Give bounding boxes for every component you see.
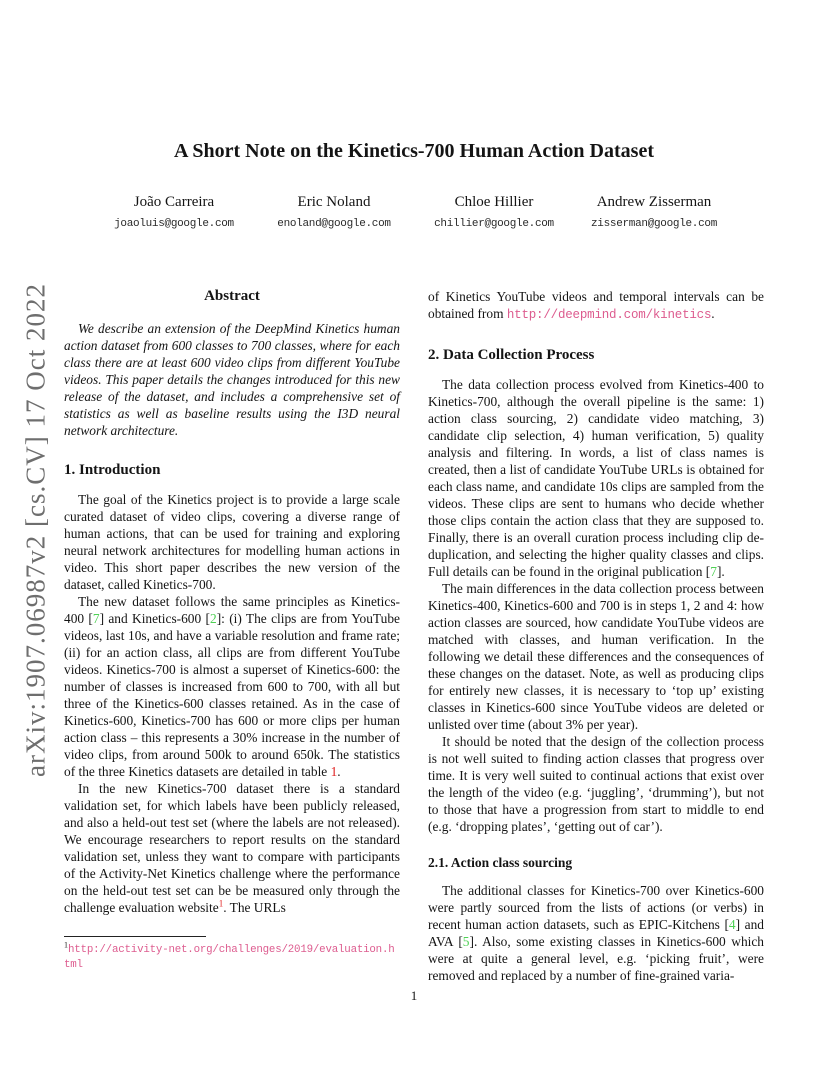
author-block: [94, 194, 254, 230]
author-email: chillier@google.com: [434, 218, 554, 230]
text-segment: The additional classes for Kinetics-700 over Kinetics-600 were partly sourced from the lists of actions (or verbs) in recent human action datasets, such as EPIC-Kitchens [: [428, 883, 764, 932]
abstract-heading: Abstract: [204, 288, 260, 304]
paragraph: [428, 882, 764, 984]
text-segment: ]. Also, some existing classes in Kinetics-600 which were at quite a general level, e.g. ‘picking fruit’, were removed and replaced by a number of fine-grained varia-: [428, 934, 764, 983]
text-segment: In the new Kinetics-700 dataset there is a standard validation set, for which labels have been publicly released, and also a held-out test set (where the labels are not released). We encourage researchers to report results on the standard validation set, unless they want to compare with participants of the Activity-Net Kinetics challenge where the performance on the held-out test set can be be measured only through the challenge evaluation website: [64, 781, 400, 915]
paragraph: [428, 733, 764, 835]
text-segment: The new dataset follows the same principles as Kinetics-400 [: [64, 594, 400, 626]
author-row: [94, 194, 734, 230]
paragraph: [64, 491, 400, 593]
author-block: [254, 194, 414, 230]
paragraph: [64, 780, 400, 916]
author-email: enoland@google.com: [277, 218, 391, 230]
text-segment: It should be noted that the design of the collection process is not well suited to finding action classes that progress over time. It is very well suited to continual actions that exist over the length of the video (e.g. ‘juggling’, ‘drumming’), but not to those that have a progression from start to middle to end (e.g. ‘dropping plates’, ‘getting out of car’).: [428, 734, 764, 834]
text-segment: ].: [716, 564, 725, 579]
paragraph: [64, 593, 400, 780]
footnote: [64, 942, 400, 972]
author-name: Chloe Hillier: [454, 194, 534, 210]
text-segment: of Kinetics YouTube videos and temporal intervals can be obtained from: [428, 289, 764, 321]
cite-segment[interactable]: 5: [462, 934, 470, 949]
author-block: [574, 194, 734, 230]
author-email: joaoluis@google.com: [114, 218, 234, 230]
paragraph: [428, 288, 764, 324]
cite-segment[interactable]: 2: [209, 611, 217, 626]
arxiv-watermark: arXiv:1907.06987v2 [cs.CV] 17 Oct 2022: [20, 283, 51, 777]
deepmind-kinetics-link[interactable]: http://deepmind.com/kinetics: [506, 308, 712, 322]
section-heading-data-collection: 2. Data Collection Process: [428, 347, 595, 363]
footnote-link[interactable]: http://activity-net.org/challenges/2019/evaluation.html: [64, 944, 395, 971]
text-segment: ] and Kinetics-600 [: [99, 611, 210, 626]
paragraph: [428, 580, 764, 733]
footnote-rule: [64, 936, 206, 937]
left-column: [64, 288, 400, 984]
cite-segment[interactable]: 7: [92, 611, 100, 626]
text-segment: ] and AVA [: [428, 917, 764, 949]
cite-segment[interactable]: 7: [710, 564, 717, 579]
text-segment: The main differences in the data collection process between Kinetics-400, Kinetics-600 and 700 is in steps 1, 2 and 4: how action classes are sourced, how candidate YouTube videos are matched with classes, and human verification. In the following we detail these differences and the consequences of these changes on the dataset. Note, as well as producing clips for entirely new classes, it is necessary to ‘top up’ existing classes in Kinetics-600 since YouTube videos are deleted or unlisted over time (about 3% per year).: [428, 581, 764, 732]
text-segment: The data collection process evolved from Kinetics-400 to Kinetics-700, although the overall pipeline is the same: 1) action class sourcing, 2) candidate video matching, 3) candidate clip selection, 4) human verification, 5) quality analysis and filtering. In words, a list of class names is created, then a list of candidate YouTube URLs is obtained for each class name, and candidate 10s clips are sampled from the videos. These clips are sent to humans who decide whether those clips contain the action class that they are supposed to. Finally, there is an overall curation process including clip de-duplication, and selecting the higher quality classes and clips. Full details can be found in the original publication [: [428, 377, 764, 579]
text-segment: We describe an extension of the DeepMind Kinetics human action dataset from 600 classes to 700 classes, where for each class there are at least 600 video clips from different YouTube videos. This paper details the changes introduced for this new release of the dataset, and includes a comprehensive set of statistics as well as baseline results using the I3D neural network architecture.: [64, 321, 400, 438]
text-segment: ]: (i) The clips are from YouTube videos, last 10s, and have a variable resolution and frame rate; (ii) for an action class, all clips are from different YouTube videos. Kinetics-700 is almost a superset of Kinetics-600: the number of classes is increased from 600 to 700, with all but three of the Kinetics-600 classes retained. As in the case of Kinetics-600, Kinetics-700 has 600 or more clips per human action class – this represents a 30% increase in the number of video clips, from around 500k to around 650k. The statistics of the three Kinetics datasets are detailed in table: [64, 611, 400, 779]
two-column-body: [64, 288, 764, 984]
author-email: zisserman@google.com: [590, 218, 718, 230]
paper-title: A Short Note on the Kinetics-700 Human Action Dataset: [174, 140, 654, 162]
abstract-text: [64, 320, 400, 439]
author-name: João Carreira: [133, 194, 215, 210]
author-name: Andrew Zisserman: [596, 194, 712, 210]
right-column: [428, 288, 764, 984]
paragraph: [428, 376, 764, 580]
text-segment: . The URLs: [223, 900, 286, 915]
ref-segment[interactable]: 1: [330, 764, 338, 779]
text-segment: The goal of the Kinetics project is to provide a large scale curated dataset of video clips, covering a diverse range of human actions, that can be used for training and exploring neural network architectures for modelling human actions in video. This short paper describes the new version of the dataset, called Kinetics-700.: [64, 492, 400, 592]
text-segment: .: [337, 764, 341, 779]
cite-segment[interactable]: 4: [728, 917, 736, 932]
section-heading-introduction: 1. Introduction: [64, 462, 161, 478]
author-name: Eric Noland: [297, 194, 371, 210]
page-number: 1: [410, 988, 418, 1003]
fnmark-segment: 1: [64, 940, 68, 950]
sup-segment[interactable]: 1: [218, 898, 224, 909]
subsection-heading-action-class-sourcing: 2.1. Action class sourcing: [428, 855, 573, 870]
text-segment: .: [711, 306, 715, 321]
author-block: [414, 194, 574, 230]
